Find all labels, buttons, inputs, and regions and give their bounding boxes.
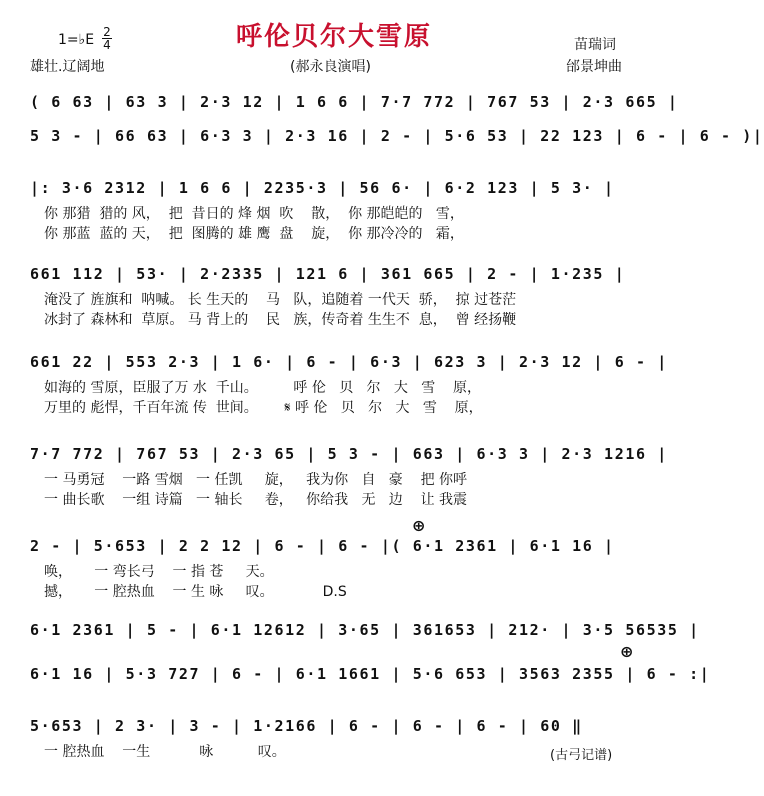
time-signature xyxy=(102,26,112,51)
notation-line-2: 5 3 - | 66 63 | 6·3 3 | 2·3 16 | 2 - | 5·6 53 | 22 123 | 6 - | 6 - )| xyxy=(30,127,764,145)
notation-line-7: 2 - | 5·653 | 2 2 12 | 6 - | 6 - |( 6·1 2361 | 6·1 16 | xyxy=(30,537,615,555)
coda-icon-2: ⊕ xyxy=(620,642,634,661)
notation-line-9: 6·1 16 | 5·3 727 | 6 - | 6·1 1661 | 5·6 653 | 3563 2355 | 6 - :| xyxy=(30,665,711,683)
performance-style: 雄壮.辽阔地 xyxy=(30,59,105,75)
lyricist-credit: 苗瑞词 xyxy=(574,37,616,53)
coda-icon: ⊕ xyxy=(412,516,426,535)
lyric-line-3b: 你 那蓝 蓝的 天， 把 图腾的 雄 鹰 盘 旋， 你 那冷冷的 霜， xyxy=(44,226,464,242)
notation-line-3: |: 3·6 2312 | 1 6 6 | 2235·3 | 56 6· | 6·2 123 | 5 3· | xyxy=(30,179,615,197)
notation-line-1: ( 6 63 | 63 3 | 2·3 12 | 1 6 6 | 7·7 772 | 767 53 | 2·3 665 | xyxy=(30,93,679,111)
transcriber-credit: (古弓记谱) xyxy=(550,748,613,763)
lyric-line-10a: 一 腔热血 一生 咏 叹。 xyxy=(44,744,286,760)
lyric-line-5a: 如海的 雪原，臣服了万 水 千山。 呼 伦 贝 尔 大 雪 原， xyxy=(44,380,482,396)
lyric-line-4a: 淹没了 旌旗和 呐喊。 长 生天的 马 队，追随着 一代天 骄， 掠 过苍茫 xyxy=(44,292,517,308)
lyric-line-4b: 冰封了 森林和 草原。 马 背上的 民 族，传奇着 生生不 息， 曾 经扬鞭 xyxy=(44,312,517,328)
singer-credit: (郝永良演唱) xyxy=(290,59,371,75)
notation-line-6: 7·7 772 | 767 53 | 2·3 65 | 5 3 - | 663 | 6·3 3 | 2·3 1216 | xyxy=(30,445,668,463)
notation-line-8: 6·1 2361 | 5 - | 6·1 12612 | 3·65 | 361653 | 212· | 3·5 56535 | xyxy=(30,621,700,639)
lyric-line-7a: 唤， 一 弯长弓 一 指 苍 天。 xyxy=(44,564,274,580)
notation-line-5: 661 22 | 553 2·3 | 1 6· | 6 - | 6·3 | 623 3 | 2·3 12 | 6 - | xyxy=(30,353,668,371)
lyric-line-6a: 一 马勇冠 一路 雪烟 一 任凯 旋， 我为你 自 豪 把 你呼 xyxy=(44,472,468,488)
lyric-line-3a: 你 那猎 猎的 风， 把 昔日的 烽 烟 吹 散， 你 那皑皑的 雪， xyxy=(44,206,464,222)
time-signature-bottom: 4 xyxy=(103,38,111,52)
notation-line-10: 5·653 | 2 3· | 3 - | 1·2166 | 6 - | 6 - | 6 - | 60 ‖ xyxy=(30,717,583,735)
lyric-line-5b: 万里的 彪悍，千百年流 传 世间。 𝄋 呼 伦 贝 尔 大 雪 原， xyxy=(44,400,483,416)
composer-credit: 邰景坤曲 xyxy=(566,59,622,75)
time-signature-top: 2 xyxy=(103,25,111,39)
song-title: 呼伦贝尔大雪原 xyxy=(235,22,432,52)
key-signature: 1=♭E xyxy=(58,32,95,48)
lyric-line-6b: 一 曲长歌 一组 诗篇 一 轴长 卷， 你给我 无 边 让 我震 xyxy=(44,492,468,508)
notation-line-4: 661 112 | 53· | 2·2335 | 121 6 | 361 665 | 2 - | 1·235 | xyxy=(30,265,626,283)
lyric-line-7b: 撼， 一 腔热血 一 生 咏 叹。 D.S xyxy=(44,584,347,600)
